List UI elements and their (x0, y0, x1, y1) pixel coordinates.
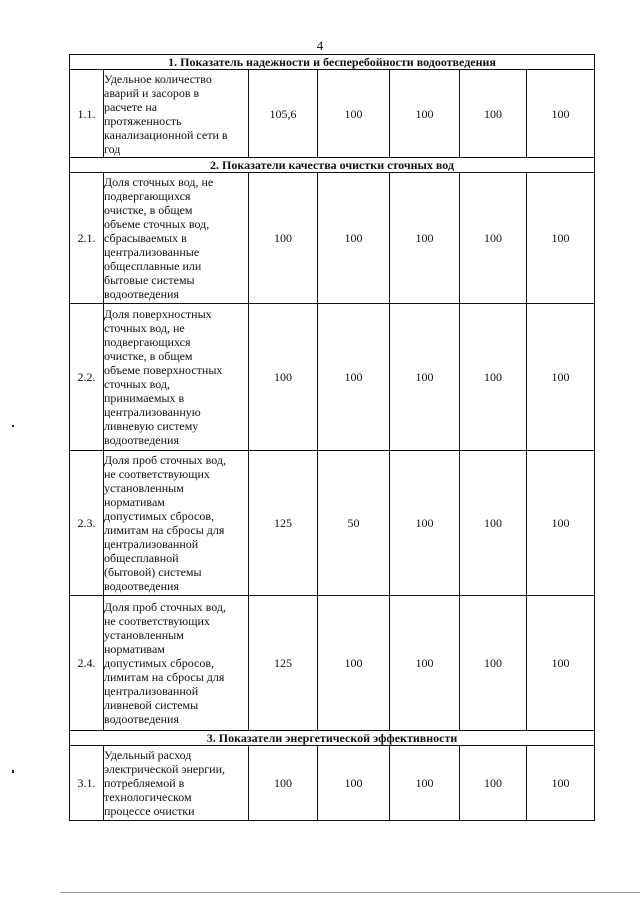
desc-line: очистке, в общем (104, 349, 193, 363)
row-description (104, 304, 249, 451)
desc-line: лимитам на сбросы для (104, 670, 225, 684)
desc-line: централизованной (104, 684, 199, 698)
desc-line: Удельный расход (104, 748, 192, 762)
value-cell: 105,6 (249, 70, 318, 158)
value-cell: 100 (527, 304, 595, 451)
desc-line: объеме сточных вод, (104, 217, 210, 231)
desc-line: технологическом (104, 790, 192, 804)
desc-line: Удельное количество (104, 71, 212, 86)
row-number: 2.3. (70, 451, 104, 596)
value-cell: 100 (460, 596, 527, 731)
desc-line: Доля проб сточных вод, (104, 453, 227, 467)
value-cell: 100 (460, 451, 527, 596)
row-description (104, 70, 249, 158)
desc-line: процессе очистки (104, 804, 195, 818)
desc-line: централизованную (104, 405, 201, 419)
value-cell: 100 (527, 173, 595, 304)
value-cell: 100 (318, 304, 390, 451)
value-cell: 100 (390, 70, 460, 158)
row-number: 2.1. (70, 173, 104, 304)
desc-line: год (104, 141, 121, 156)
desc-line: допустимых сбросов, (104, 509, 215, 523)
table-row (70, 596, 595, 731)
value-cell: 100 (460, 70, 527, 158)
desc-line: подвергающихся (104, 335, 191, 349)
value-cell: 100 (390, 596, 460, 731)
desc-line: (бытовой) системы (104, 565, 202, 579)
desc-line: канализационной сети в (104, 127, 228, 142)
desc-line: лимитам на сбросы для (104, 523, 225, 537)
desc-line: ливневую систему (104, 419, 199, 433)
value-cell: 100 (390, 173, 460, 304)
section-header-row (70, 158, 595, 173)
desc-line: централизованной (104, 537, 199, 551)
value-cell: 100 (318, 596, 390, 731)
desc-line: общесплавной (104, 551, 179, 565)
section-header-row (70, 731, 595, 746)
section-title: 2. Показатели качества очистки сточных вод (70, 158, 595, 173)
desc-line: установленным (104, 628, 184, 642)
value-cell: 100 (249, 304, 318, 451)
scan-speck (12, 770, 14, 773)
value-cell: 100 (390, 746, 460, 821)
value-cell: 100 (527, 596, 595, 731)
table-row (70, 746, 595, 821)
table-row (70, 70, 595, 158)
desc-line: аварий и засоров в (104, 85, 200, 100)
table-row (70, 451, 595, 596)
desc-line: бытовые системы (104, 273, 195, 287)
desc-line: Доля проб сточных вод, (104, 600, 227, 614)
value-cell: 125 (249, 451, 318, 596)
section-title: 3. Показатели энергетической эффективности (70, 731, 595, 746)
value-cell: 100 (318, 70, 390, 158)
row-description (104, 173, 249, 304)
scan-speck (12, 425, 14, 427)
desc-line: водоотведения (104, 712, 179, 726)
desc-line: нормативам (104, 495, 165, 509)
desc-line: Доля сточных вод, не (104, 175, 214, 189)
desc-line: подвергающихся (104, 189, 191, 203)
desc-line: сбрасываемых в (104, 231, 187, 245)
desc-line: не соответствующих (104, 467, 210, 481)
desc-line: принимаемых в (104, 391, 185, 405)
table-row (70, 173, 595, 304)
desc-line: нормативам (104, 642, 165, 656)
page-number: 4 (316, 38, 324, 53)
indicators-table (69, 54, 595, 821)
row-description (104, 451, 249, 596)
row-number: 2.2. (70, 304, 104, 451)
row-number: 3.1. (70, 746, 104, 821)
row-number: 1.1. (70, 70, 104, 158)
value-cell: 100 (318, 746, 390, 821)
row-number: 2.4. (70, 596, 104, 731)
value-cell: 50 (318, 451, 390, 596)
section-header-row (70, 55, 595, 70)
desc-line: Доля поверхностных (104, 307, 212, 321)
value-cell: 100 (460, 746, 527, 821)
scan-edge-line (60, 892, 640, 893)
value-cell: 100 (527, 70, 595, 158)
desc-line: установленным (104, 481, 184, 495)
table-row (70, 304, 595, 451)
desc-line: допустимых сбросов, (104, 656, 215, 670)
value-cell: 100 (527, 746, 595, 821)
row-description (104, 746, 249, 821)
desc-line: водоотведения (104, 287, 179, 301)
desc-line: сточных вод, не (104, 321, 185, 335)
value-cell: 125 (249, 596, 318, 731)
desc-line: сточных вод, (104, 377, 170, 391)
value-cell: 100 (390, 451, 460, 596)
desc-line: протяженность (104, 113, 182, 128)
value-cell: 100 (249, 173, 318, 304)
value-cell: 100 (460, 173, 527, 304)
desc-line: не соответствующих (104, 614, 210, 628)
desc-line: централизованные (104, 245, 200, 259)
value-cell: 100 (390, 304, 460, 451)
desc-line: расчете на (104, 99, 158, 114)
value-cell: 100 (460, 304, 527, 451)
desc-line: потребляемой в (104, 776, 185, 790)
desc-line: водоотведения (104, 579, 179, 593)
value-cell: 100 (318, 173, 390, 304)
desc-line: водоотведения (104, 433, 179, 447)
desc-line: электрической энергии, (104, 762, 226, 776)
value-cell: 100 (527, 451, 595, 596)
desc-line: ливневой системы (104, 698, 199, 712)
desc-line: общесплавные или (104, 259, 202, 273)
section-title: 1. Показатель надежности и бесперебойности водоотведения (70, 55, 595, 70)
desc-line: очистке, в общем (104, 203, 193, 217)
row-description (104, 596, 249, 731)
desc-line: объеме поверхностных (104, 363, 223, 377)
value-cell: 100 (249, 746, 318, 821)
